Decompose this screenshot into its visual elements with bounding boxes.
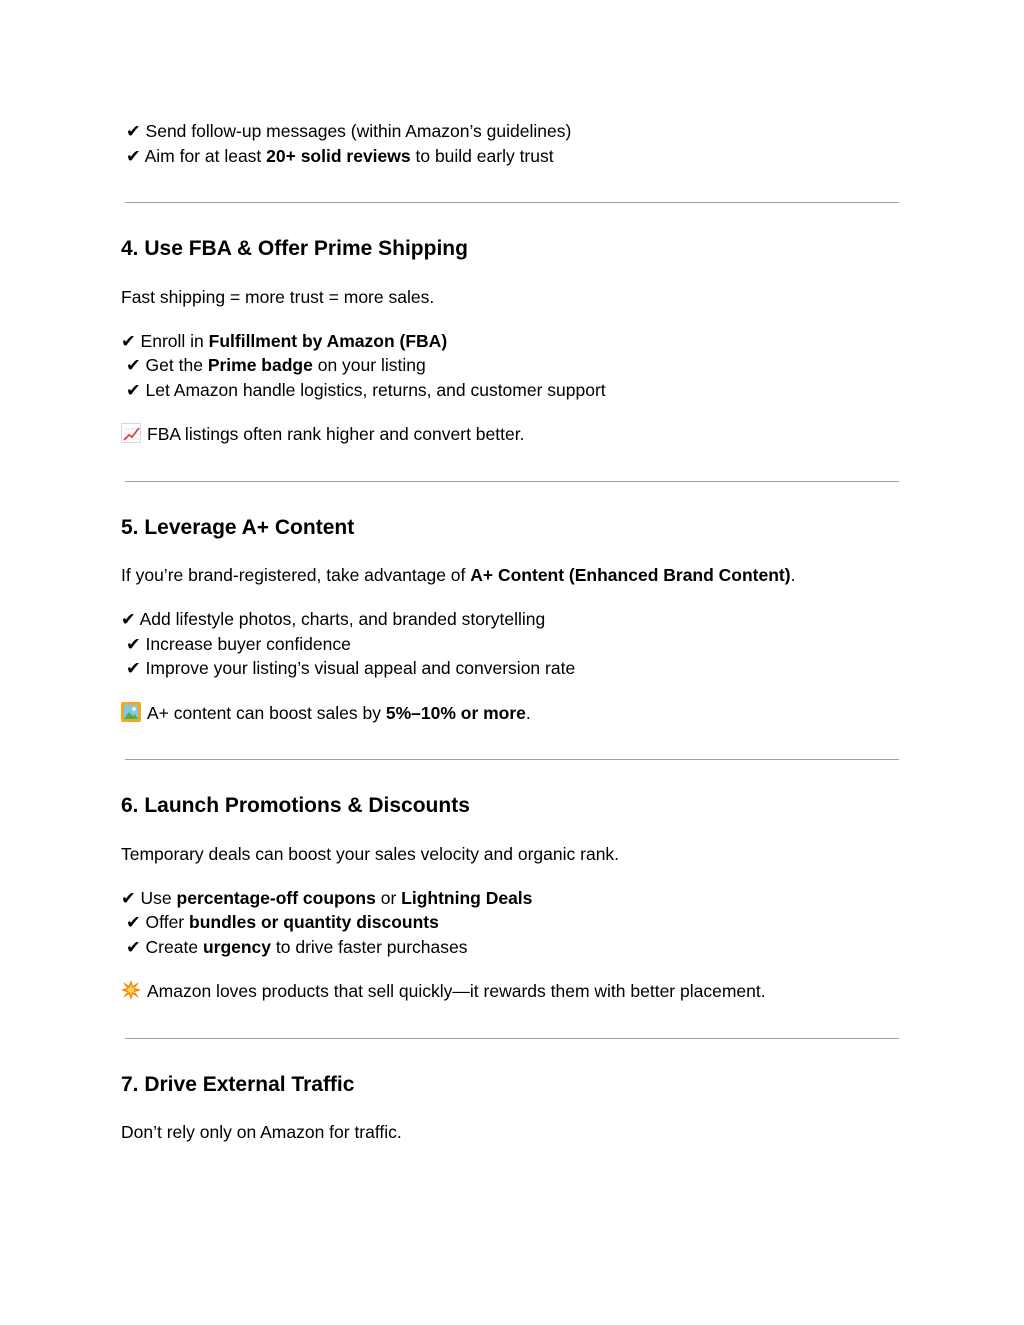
bullet-item: ✔ Use percentage-off coupons or Lightning Deals (121, 888, 533, 908)
check-mark-icon: ✔ (126, 912, 141, 932)
check-mark-icon: ✔ (126, 146, 141, 166)
check-mark-icon: ✔ (121, 888, 136, 908)
bullet-item: ✔ Create urgency to drive faster purchases (126, 937, 468, 957)
section-lead: Don’t rely only on Amazon for traffic. (121, 1122, 402, 1142)
bullet-item: ✔ Aim for at least 20+ solid reviews to build early trust (126, 146, 554, 166)
bullet-item: ✔ Send follow-up messages (within Amazon’s guidelines) (126, 121, 572, 141)
section-divider (125, 759, 899, 760)
check-mark-icon: ✔ (126, 380, 141, 400)
chart-increasing-icon (121, 423, 141, 443)
section-divider (125, 1038, 899, 1039)
bullet-item: ✔ Improve your listing’s visual appeal and conversion rate (126, 658, 576, 678)
section-lead: Fast shipping = more trust = more sales. (121, 287, 435, 307)
section-divider (125, 481, 899, 482)
callout-note: Amazon loves products that sell quickly—it rewards them with better placement. (121, 980, 766, 1002)
section-lead: Temporary deals can boost your sales velocity and organic rank. (121, 844, 620, 864)
bullet-item: ✔ Offer bundles or quantity discounts (126, 912, 439, 932)
check-mark-icon: ✔ (126, 937, 141, 957)
bullet-item: ✔ Increase buyer confidence (126, 634, 351, 654)
bullet-item: ✔ Let Amazon handle logistics, returns, and customer support (126, 380, 606, 400)
section-heading: 7. Drive External Traffic (121, 1073, 355, 1096)
bullet-item: ✔ Get the Prime badge on your listing (126, 355, 426, 375)
check-mark-icon: ✔ (126, 634, 141, 654)
check-mark-icon: ✔ (121, 609, 136, 629)
bullet-item: ✔ Add lifestyle photos, charts, and branded storytelling (121, 609, 546, 629)
section-heading: 4. Use FBA & Offer Prime Shipping (121, 237, 468, 260)
bullet-item: ✔ Enroll in Fulfillment by Amazon (FBA) (121, 331, 448, 351)
section-heading: 6. Launch Promotions & Discounts (121, 794, 470, 817)
check-mark-icon: ✔ (121, 331, 136, 351)
check-mark-icon: ✔ (126, 658, 141, 678)
section-divider (125, 202, 899, 203)
check-mark-icon: ✔ (126, 121, 141, 141)
callout-note: A+ content can boost sales by 5%–10% or more. (121, 702, 531, 724)
callout-note: FBA listings often rank higher and convert better. (121, 423, 524, 445)
framed-picture-icon (121, 702, 141, 722)
section-heading: 5. Leverage A+ Content (121, 516, 355, 539)
check-mark-icon: ✔ (126, 355, 141, 375)
section-lead: If you’re brand-registered, take advantage of A+ Content (Enhanced Brand Content). (121, 565, 796, 585)
collision-icon (121, 980, 141, 1000)
